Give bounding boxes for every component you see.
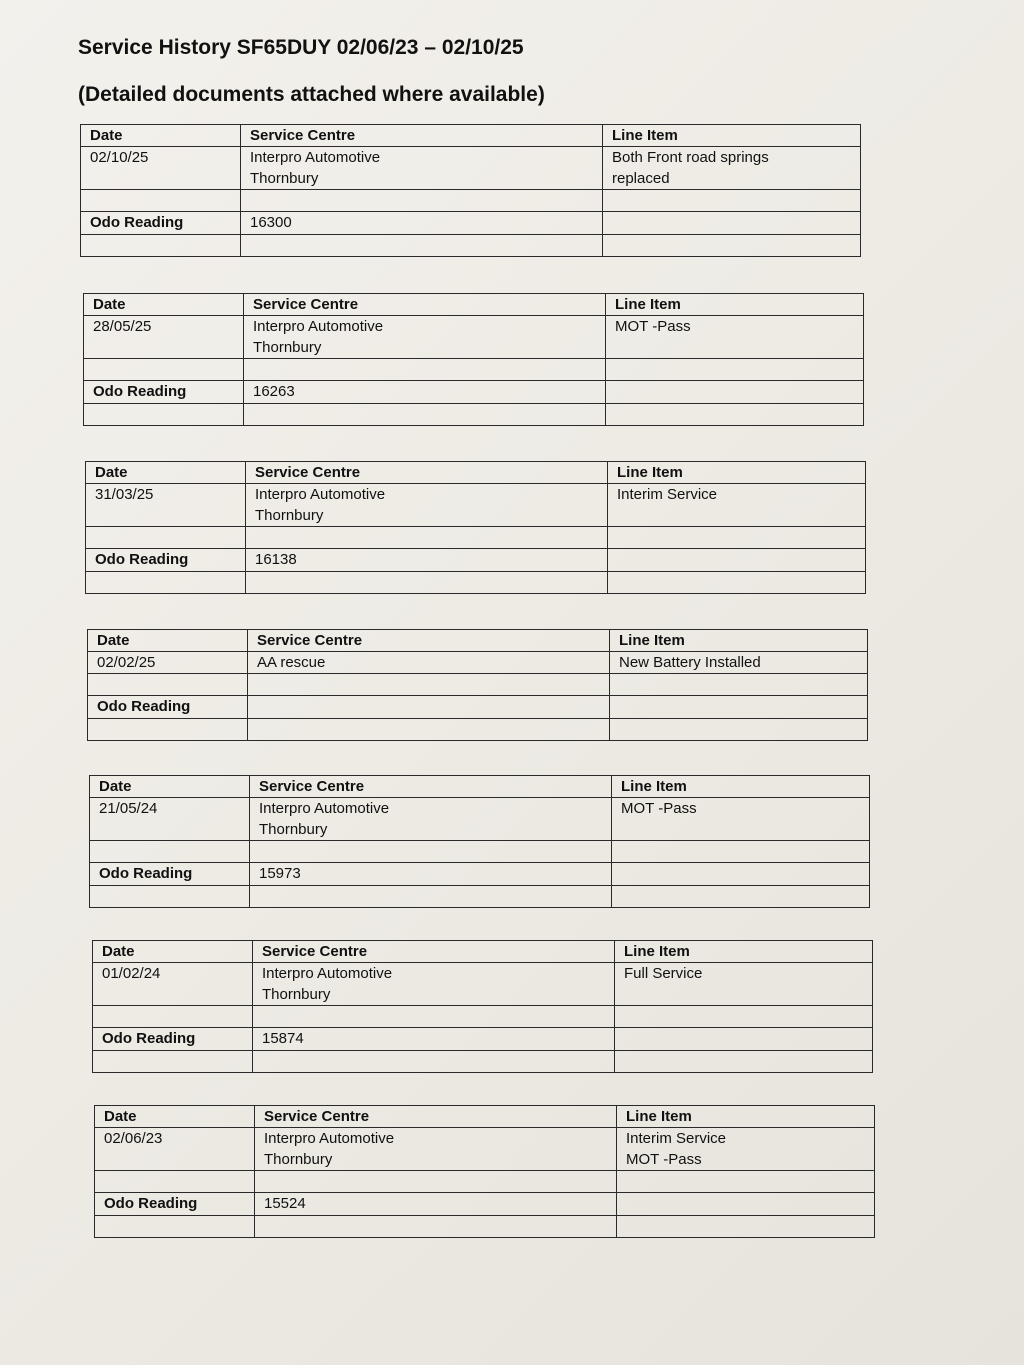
service-centre-header: Service Centre [246,462,608,484]
service-date: 28/05/25 [84,316,244,359]
service-date: 02/10/25 [81,147,241,190]
service-record [87,629,868,741]
odo-label: Odo Reading [90,863,250,886]
line-item-text: Full Service [624,965,703,982]
service-centre-header: Service Centre [250,776,612,798]
record-detail-row [95,1128,875,1171]
line-item-header: Line Item [610,630,868,652]
blank-row [81,190,861,212]
odo-row [88,696,868,719]
line-item-text: replaced [612,170,670,187]
line-item-header: Line Item [617,1106,875,1128]
service-centre-location: Thornbury [264,1151,333,1168]
line-item-header: Line Item [615,941,873,963]
odo-value: 15973 [250,863,612,886]
page-subtitle: (Detailed documents attached where available) [78,83,545,106]
odo-value: 16263 [244,381,606,404]
blank-row [81,235,861,257]
record-header-row [90,776,870,798]
record-detail-row [93,963,873,1006]
line-item-header: Line Item [606,294,864,316]
service-record [80,124,861,257]
service-date: 01/02/24 [93,963,253,1006]
blank-row [88,719,868,741]
record-detail-row [84,316,864,359]
odo-label: Odo Reading [84,381,244,404]
odo-label: Odo Reading [95,1193,255,1216]
record-header-row [81,125,861,147]
record-header-row [86,462,866,484]
date-header: Date [95,1106,255,1128]
blank-row [93,1006,873,1028]
odo-row [86,549,866,572]
odo-row [95,1193,875,1216]
line-item-cell [610,652,868,674]
record-detail-row [86,484,866,527]
service-record [83,293,864,426]
line-item-text: Both Front road springs [612,149,769,166]
service-centre-cell [248,652,610,674]
blank-row [86,572,866,594]
service-record [85,461,866,594]
line-item-text: MOT -Pass [615,318,691,335]
service-centre-location: Thornbury [255,507,324,524]
service-centre-header: Service Centre [253,941,615,963]
service-centre-name: Interpro Automotive [255,486,386,503]
line-item-text: MOT -Pass [626,1151,702,1168]
blank-row [84,404,864,426]
service-centre-cell [250,798,612,841]
service-centre-location: Thornbury [253,339,322,356]
blank-row [93,1051,873,1073]
blank-row [86,527,866,549]
service-record [89,775,870,908]
blank-row [90,841,870,863]
line-item-cell [612,798,870,841]
blank-row [84,359,864,381]
odo-row [84,381,864,404]
odo-row [93,1028,873,1051]
service-date: 02/02/25 [88,652,248,674]
date-header: Date [81,125,241,147]
record-detail-row [88,652,868,674]
odo-value: 16138 [246,549,608,572]
service-date: 31/03/25 [86,484,246,527]
line-item-text: New Battery Installed [619,654,761,671]
date-header: Date [86,462,246,484]
line-item-cell [617,1128,875,1171]
service-centre-header: Service Centre [248,630,610,652]
odo-label: Odo Reading [88,696,248,719]
record-header-row [88,630,868,652]
blank-row [95,1216,875,1238]
line-item-cell [608,484,866,527]
service-centre-cell [253,963,615,1006]
odo-row [81,212,861,235]
line-item-header: Line Item [612,776,870,798]
service-centre-location: Thornbury [262,986,331,1003]
service-centre-name: Interpro Automotive [253,318,384,335]
service-centre-cell [244,316,606,359]
line-item-cell [606,316,864,359]
date-header: Date [88,630,248,652]
record-header-row [93,941,873,963]
odo-value: 16300 [241,212,603,235]
record-header-row [84,294,864,316]
service-centre-cell [255,1128,617,1171]
service-centre-location: Thornbury [250,170,319,187]
odo-value: 15874 [253,1028,615,1051]
service-centre-cell [246,484,608,527]
service-centre-header: Service Centre [244,294,606,316]
service-record [94,1105,875,1238]
service-centre-name: Interpro Automotive [264,1130,395,1147]
odo-row [90,863,870,886]
service-date: 21/05/24 [90,798,250,841]
service-date: 02/06/23 [95,1128,255,1171]
odo-label: Odo Reading [81,212,241,235]
line-item-text: MOT -Pass [621,800,697,817]
service-record [92,940,873,1073]
page-title: Service History SF65DUY 02/06/23 – 02/10/25 [78,36,524,59]
line-item-cell [615,963,873,1006]
service-centre-name: Interpro Automotive [250,149,381,166]
line-item-header: Line Item [608,462,866,484]
blank-row [95,1171,875,1193]
service-centre-name: Interpro Automotive [259,800,390,817]
line-item-header: Line Item [603,125,861,147]
date-header: Date [84,294,244,316]
record-detail-row [90,798,870,841]
blank-row [90,886,870,908]
date-header: Date [90,776,250,798]
service-centre-header: Service Centre [255,1106,617,1128]
line-item-text: Interim Service [617,486,718,503]
service-centre-cell [241,147,603,190]
odo-label: Odo Reading [93,1028,253,1051]
odo-label: Odo Reading [86,549,246,572]
record-header-row [95,1106,875,1128]
service-centre-header: Service Centre [241,125,603,147]
line-item-text: Interim Service [626,1130,727,1147]
service-centre-location: Thornbury [259,821,328,838]
service-centre-name: AA rescue [257,654,326,671]
service-centre-name: Interpro Automotive [262,965,393,982]
blank-row [88,674,868,696]
date-header: Date [93,941,253,963]
odo-value [248,696,610,719]
record-detail-row [81,147,861,190]
line-item-cell [603,147,861,190]
odo-value: 15524 [255,1193,617,1216]
